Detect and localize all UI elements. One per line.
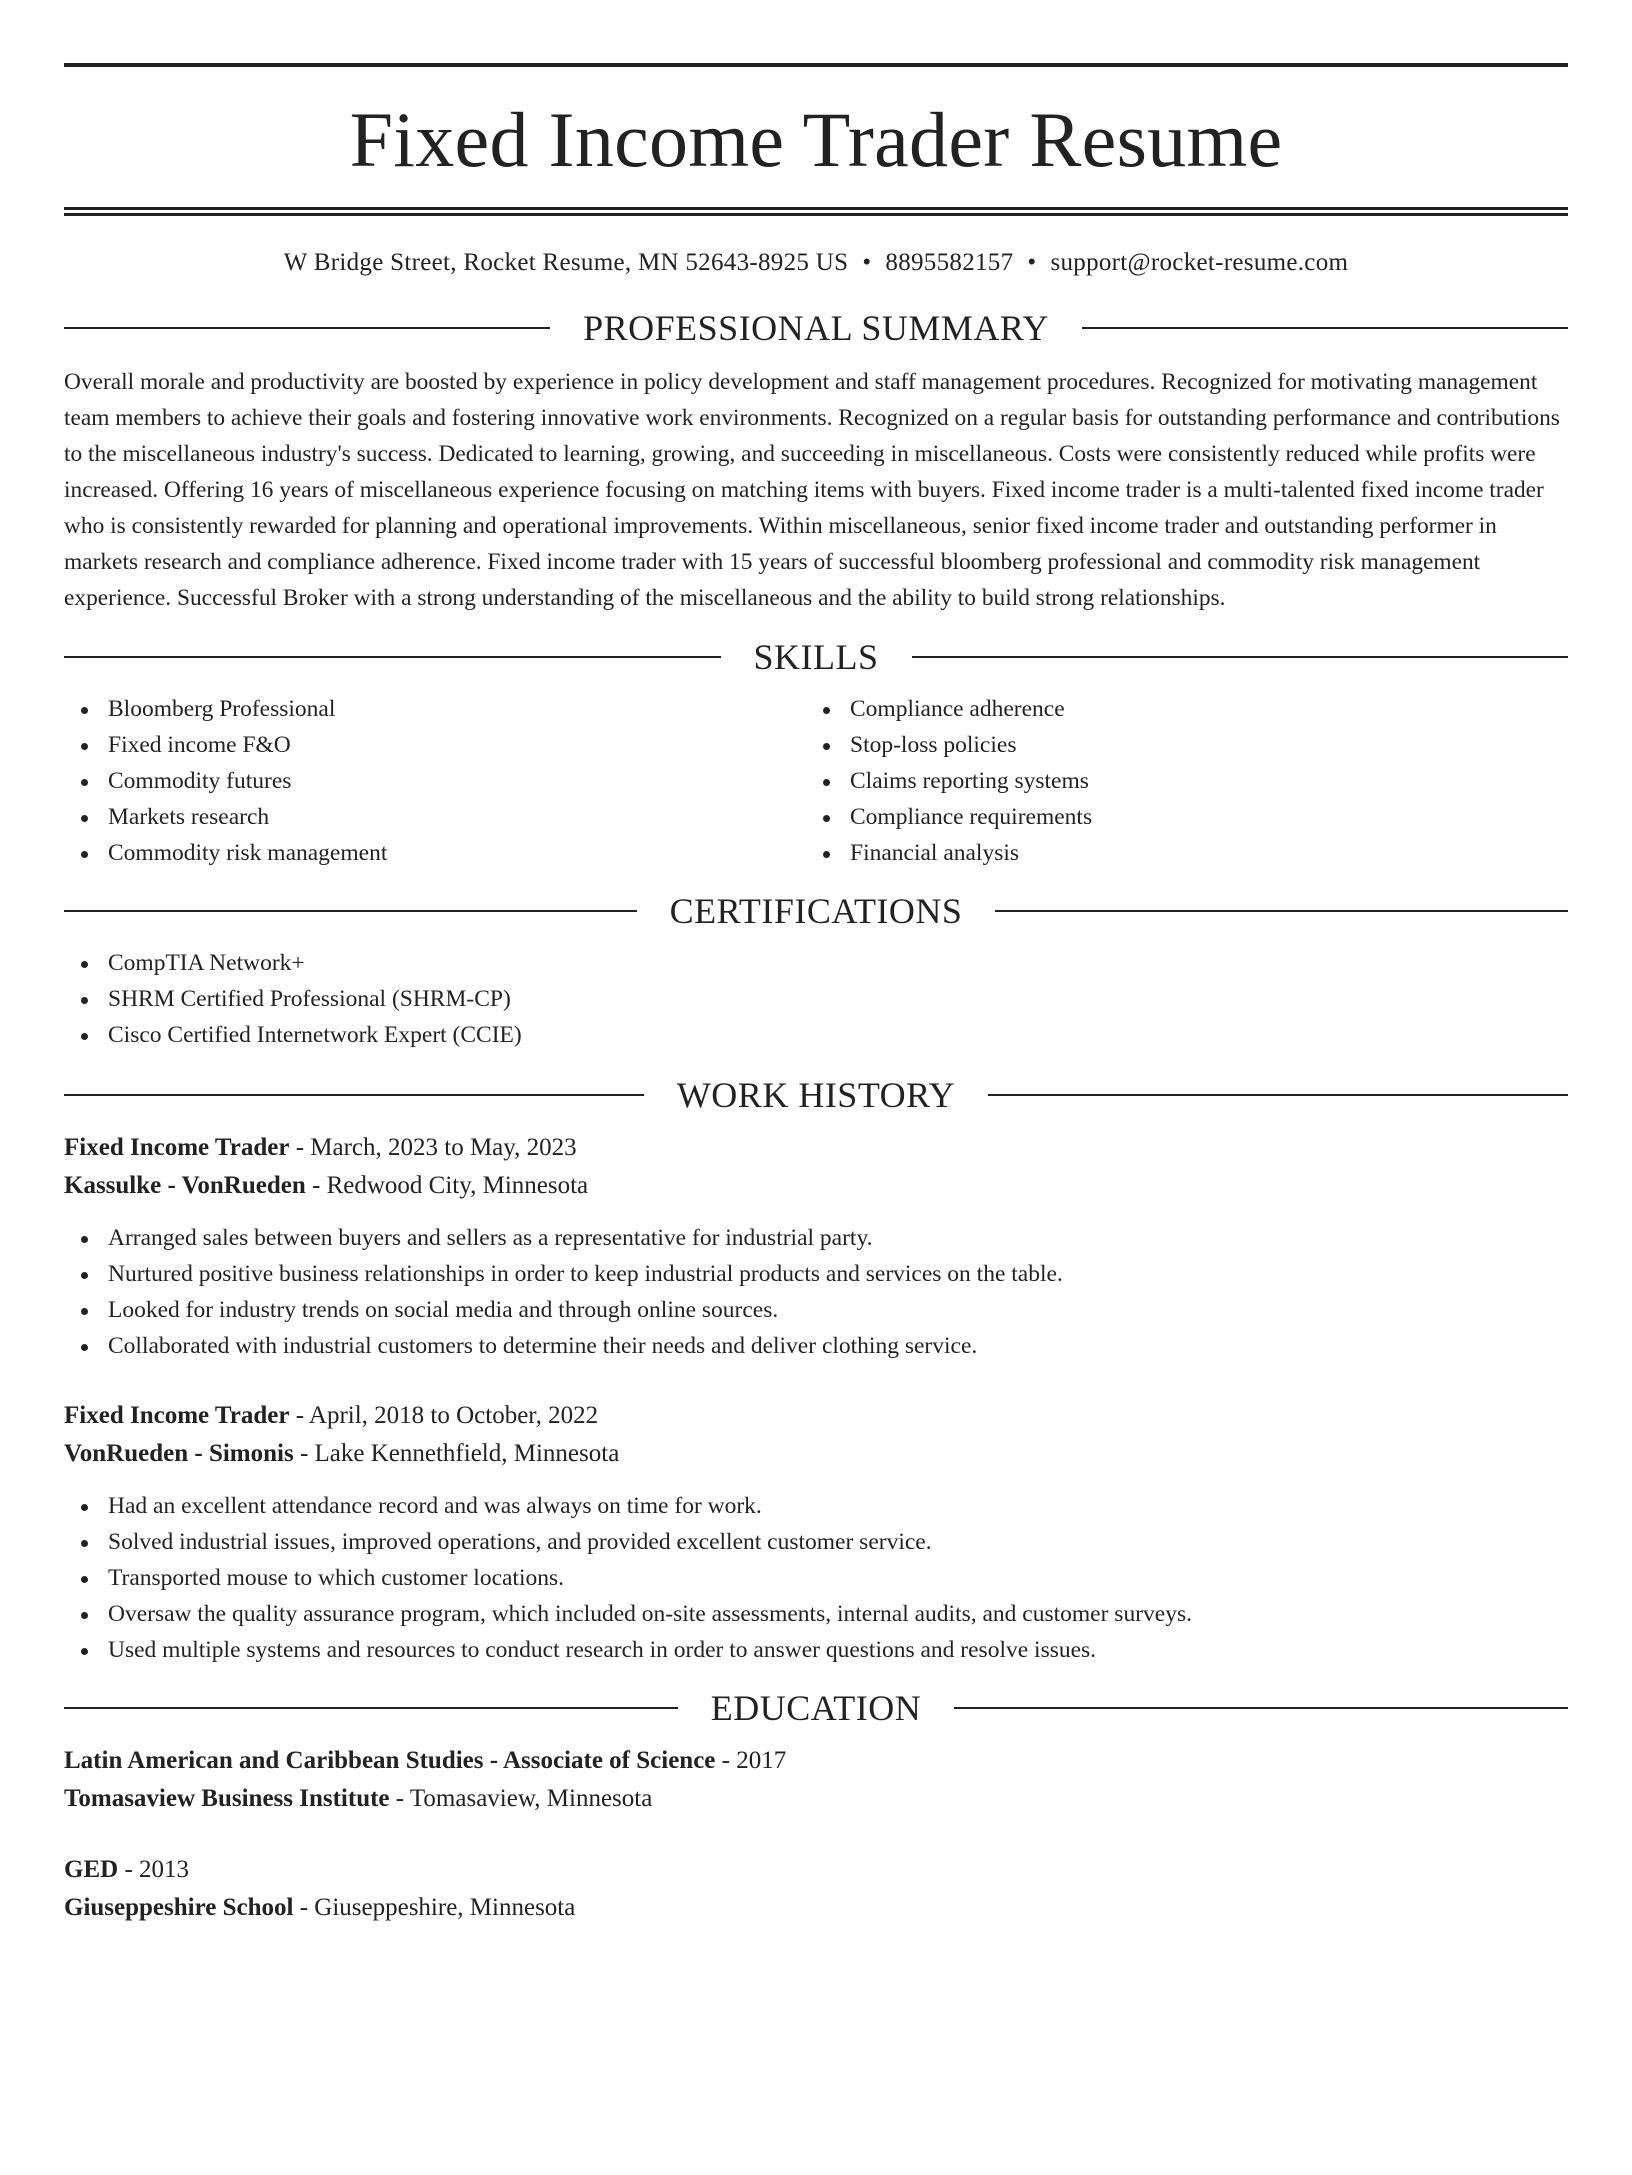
education-degree: GED [64,1856,119,1883]
education-entry [64,1742,1568,1818]
resume-page [0,63,1632,2175]
job-bullets [64,1488,1568,1668]
section-rule [1082,327,1568,329]
certification-item: SHRM Certified Professional (SHRM-CP) [64,981,1568,1017]
job-location: - Lake Kennethfield, Minnesota [293,1440,620,1467]
job-bullet: Oversaw the quality assurance program, which included on-site assessments, internal audits, and customer surveys. [64,1596,1568,1632]
section-rule [988,1094,1568,1096]
job-title: Fixed Income Trader [64,1134,290,1161]
job-company: VonRueden - Simonis [64,1440,294,1467]
job-bullet: Looked for industry trends on social media and through online sources. [64,1292,1568,1328]
section-rule [912,656,1569,658]
job-location: - Redwood City, Minnesota [305,1172,589,1199]
job-title-line [64,1129,1568,1167]
job-bullets [64,1220,1568,1364]
top-rule [64,63,1568,67]
job-company: Kassulke - VonRueden [64,1172,306,1199]
certification-item: CompTIA Network+ [64,945,1568,981]
certification-item: Cisco Certified Internetwork Expert (CCIE) [64,1017,1568,1053]
skills-list-right [806,691,1548,871]
job-bullet: Arranged sales between buyers and sellers as a representative for industrial party. [64,1220,1568,1256]
education-location: - Tomasaview, Minnesota [389,1785,653,1812]
skill-item: Commodity risk management [64,835,806,871]
education-school: Tomasaview Business Institute [64,1785,390,1812]
education-section-title: EDUCATION [710,1688,922,1728]
certifications-section-title: CERTIFICATIONS [669,891,963,931]
contact-line [64,247,1568,279]
education-year: - 2013 [118,1856,190,1883]
work-section-title: WORK HISTORY [676,1075,956,1115]
job-company-line [64,1435,1568,1473]
section-rule [954,1707,1568,1709]
job-dates: - March, 2023 to May, 2023 [289,1134,577,1161]
summary-section-title: PROFESSIONAL SUMMARY [583,308,1049,348]
skill-item: Stop-loss policies [806,727,1548,763]
section-rule [64,327,550,329]
job-title: Fixed Income Trader [64,1402,290,1429]
work-section-header [64,1073,1568,1117]
job-bullet: Had an excellent attendance record and was always on time for work. [64,1488,1568,1524]
education-school: Giuseppeshire School [64,1894,294,1921]
section-rule [995,910,1568,912]
skill-item: Compliance requirements [806,799,1548,835]
job-bullet: Nurtured positive business relationships in order to keep industrial products and services on the table. [64,1256,1568,1292]
skills-section-title: SKILLS [753,637,879,677]
job-bullet: Transported mouse to which customer locations. [64,1560,1568,1596]
section-rule [64,910,637,912]
skill-item: Commodity futures [64,763,806,799]
professional-summary-text: Overall morale and productivity are boosted by experience in policy development and staff management procedures. Recognized for motivating management team members to achieve their goals and fostering innovative work environments. Recognized on a regular basis for outstanding performance and contributions to the miscellaneous industry's success. Dedicated to learning, growing, and succeeding in miscellaneous. Costs were consistently reduced while profits were increased. Offering 16 years of miscellaneous experience focusing on matching items with buyers. Fixed income trader is a multi-talented fixed income trader who is consistently rewarded for planning and operational improvements. Within miscellaneous, senior fixed income trader and outstanding performer in markets research and compliance adherence. Fixed income trader with 15 years of successful bloomberg professional and commodity risk management experience. Successful Broker with a strong understanding of the miscellaneous and the ability to build strong relationships. [64,369,1560,611]
job-entry [64,1129,1568,1364]
job-dates: - April, 2018 to October, 2022 [289,1402,599,1429]
skill-item: Compliance adherence [806,691,1548,727]
job-bullet: Used multiple systems and resources to conduct research in order to answer questions and resolve issues. [64,1632,1568,1668]
skill-item: Fixed income F&O [64,727,806,763]
education-school-line [64,1889,1568,1927]
skills-section-header [64,635,1568,679]
job-entry [64,1397,1568,1668]
education-section-header [64,1686,1568,1730]
contact-email: support@rocket-resume.com [1050,249,1349,276]
job-company-line [64,1167,1568,1205]
skill-item: Markets research [64,799,806,835]
skill-item: Claims reporting systems [806,763,1548,799]
section-rule [64,1094,644,1096]
education-year: - 2017 [715,1747,787,1774]
education-degree-line [64,1742,1568,1780]
contact-address: W Bridge Street, Rocket Resume, MN 52643-8925 US [283,249,849,276]
summary-section-header [64,306,1568,350]
job-title-line [64,1397,1568,1435]
certifications-section-header [64,889,1568,933]
resume-title: Fixed Income Trader Resume [349,96,1283,183]
contact-separator: • [862,249,872,276]
skills-list-left [64,691,806,871]
education-entry [64,1851,1568,1927]
skills-columns [64,691,1568,871]
education-degree: Latin American and Caribbean Studies - Associate of Science [64,1747,716,1774]
section-rule [64,656,721,658]
job-bullet: Collaborated with industrial customers to determine their needs and deliver clothing service. [64,1328,1568,1364]
skill-item: Bloomberg Professional [64,691,806,727]
contact-separator: • [1027,249,1037,276]
education-location: - Giuseppeshire, Minnesota [293,1894,576,1921]
contact-phone: 8895582157 [885,249,1014,276]
education-school-line [64,1780,1568,1818]
skill-item: Financial analysis [806,835,1548,871]
title-double-rule [64,207,1568,216]
education-degree-line [64,1851,1568,1889]
certifications-list [64,945,1568,1053]
job-bullet: Solved industrial issues, improved operations, and provided excellent customer service. [64,1524,1568,1560]
section-rule [64,1707,678,1709]
